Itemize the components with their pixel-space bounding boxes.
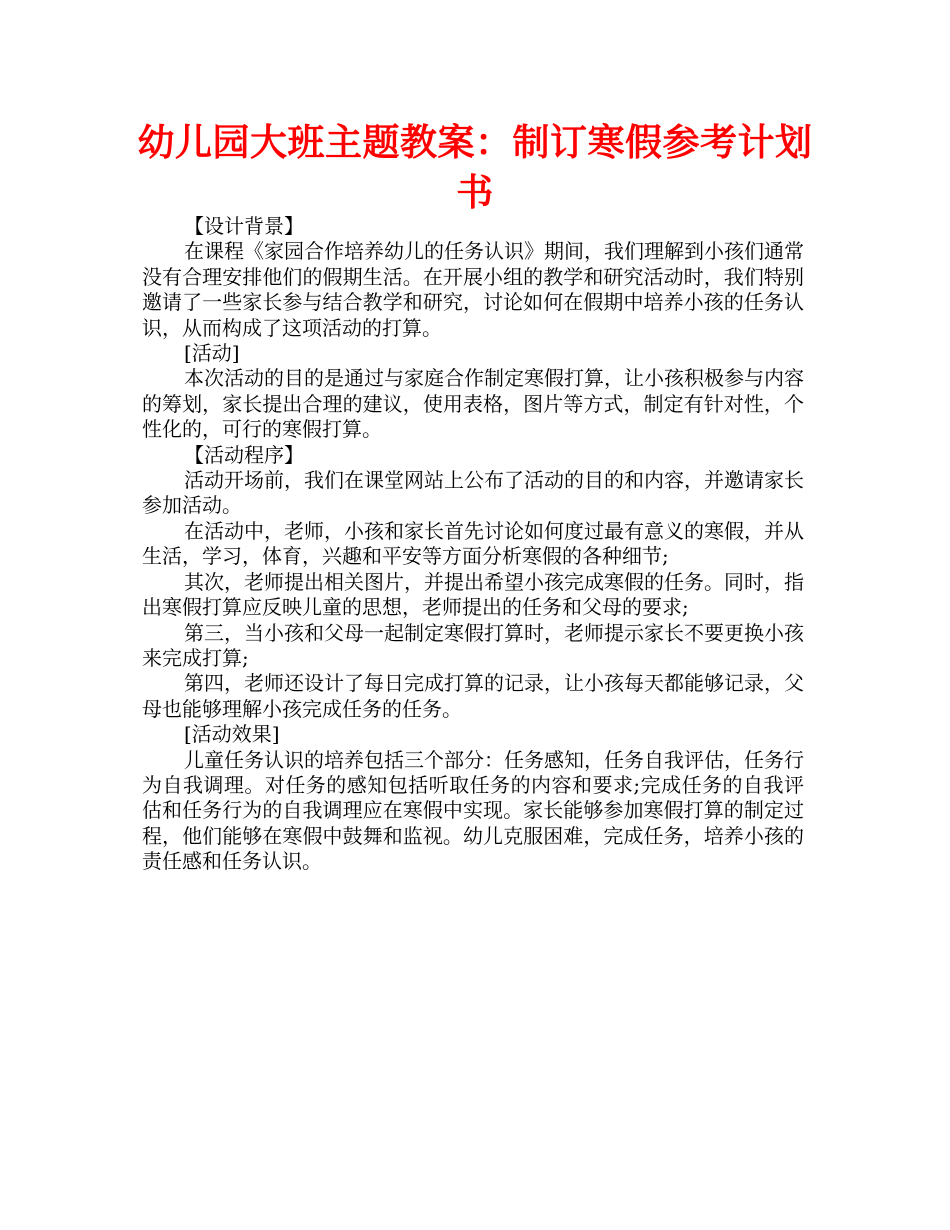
- paragraph-procedure-second: 其次，老师提出相关图片，并提出希望小孩完成寒假的任务。同时，指出寒假打算应反映儿童的思想，老师提出的任务和父母的要求;: [142, 569, 804, 620]
- paragraph-procedure-opening: 活动开场前，我们在课堂网站上公布了活动的目的和内容，并邀请家长参加活动。: [142, 468, 804, 518]
- section-heading-design-background: 【设计背景】: [184, 214, 304, 238]
- paragraph-activity: 本次活动的目的是通过与家庭合作制定寒假打算，让小孩积极参与内容的筹划，家长提出合理的建议，使用表格，图片等方式，制定有针对性，个性化的，可行的寒假打算。: [142, 366, 804, 442]
- paragraph-design-background: 在课程《家园合作培养幼儿的任务认识》期间，我们理解到小孩们通常没有合理安排他们的假期生活。在开展小组的教学和研究活动时，我们特别邀请了一些家长参与结合教学和研究，讨论如何在假期中培养小孩的任务认识，从而构成了这项活动的打算。: [142, 239, 804, 340]
- document-body: [142, 214, 804, 875]
- document-title: 幼儿园大班主题教案：制订寒假参考计划书: [137, 121, 813, 214]
- section-heading-activity-effect: [活动效果]: [184, 722, 280, 747]
- paragraph-procedure-fourth: 第四，老师还设计了每日完成打算的记录，让小孩每天都能够记录，父母也能够理解小孩完成任务的任务。: [142, 671, 804, 721]
- paragraph-activity-effect: 儿童任务认识的培养包括三个部分：任务感知，任务自我评估，任务行为自我调理。对任务的感知包括听取任务的内容和要求;完成任务的自我评估和任务行为的自我调理应在寒假中实现。家长能够参加寒假打算的制定过程，他们能够在寒假中鼓舞和监视。幼儿克服困难，完成任务，培养小孩的责任感和任务认识。: [142, 747, 804, 874]
- paragraph-procedure-during: 在活动中，老师，小孩和家长首先讨论如何度过最有意义的寒假，并从生活，学习，体育，兴趣和平安等方面分析寒假的各种细节;: [142, 518, 804, 569]
- paragraph-procedure-third: 第三，当小孩和父母一起制定寒假打算时，老师提示家长不要更换小孩来完成打算;: [142, 620, 804, 670]
- section-heading-activity: [活动]: [184, 341, 240, 366]
- section-heading-activity-procedure: 【活动程序】: [184, 442, 304, 467]
